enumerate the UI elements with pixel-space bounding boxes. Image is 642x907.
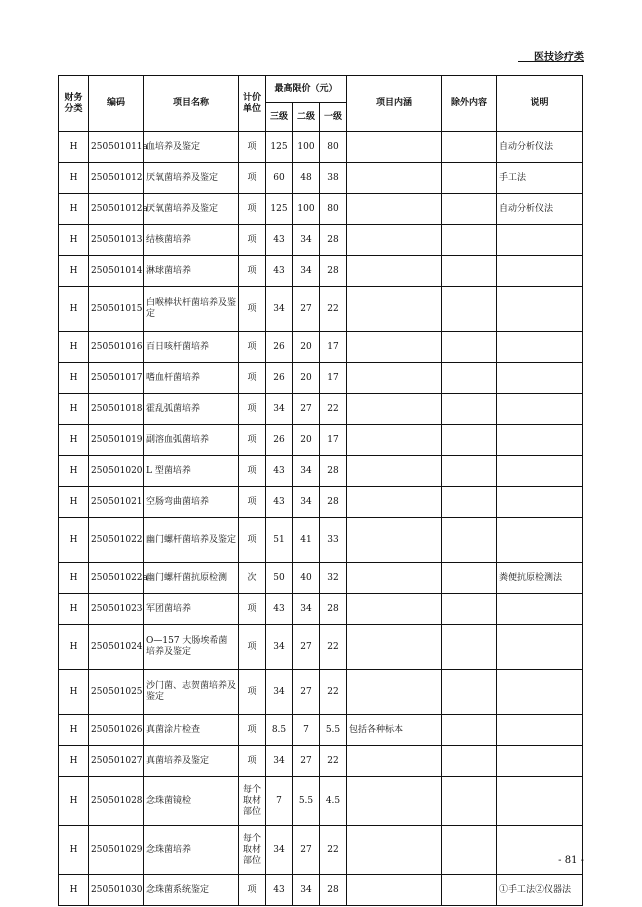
note-cell <box>497 425 583 456</box>
price-level2-cell: 34 <box>293 594 320 625</box>
finance-class-cell: H <box>59 563 89 594</box>
finance-class-cell: H <box>59 194 89 225</box>
price-level3-cell: 26 <box>266 363 293 394</box>
price-level3-cell: 34 <box>266 625 293 670</box>
price-level3-cell: 34 <box>266 746 293 777</box>
price-level2-cell: 27 <box>293 394 320 425</box>
price-level2-cell: 27 <box>293 625 320 670</box>
item-code-cell: 250501014 <box>89 256 144 287</box>
price-level3-cell: 43 <box>266 875 293 906</box>
header-level1: 一级 <box>320 103 347 132</box>
finance-class-cell: H <box>59 715 89 746</box>
price-level3-cell: 43 <box>266 594 293 625</box>
pricing-unit-cell: 项 <box>239 670 266 715</box>
price-level3-cell: 26 <box>266 332 293 363</box>
fee-table <box>58 75 583 906</box>
item-content-cell <box>347 625 442 670</box>
price-level3-cell: 125 <box>266 194 293 225</box>
price-level2-cell: 27 <box>293 826 320 875</box>
pricing-unit-cell: 项 <box>239 256 266 287</box>
price-level2-cell: 20 <box>293 363 320 394</box>
excluded-content-cell <box>442 670 497 715</box>
item-code-cell: 250501030 <box>89 875 144 906</box>
item-name-cell: 白喉棒状杆菌培养及鉴定 <box>144 287 239 332</box>
pricing-unit-cell: 项 <box>239 715 266 746</box>
item-content-cell <box>347 363 442 394</box>
pricing-unit-cell: 项 <box>239 746 266 777</box>
fee-table-body <box>59 132 583 906</box>
item-content-cell <box>347 456 442 487</box>
item-code-cell: 250501029 <box>89 826 144 875</box>
price-level2-cell: 100 <box>293 132 320 163</box>
header-note: 说明 <box>497 76 583 132</box>
excluded-content-cell <box>442 256 497 287</box>
excluded-content-cell <box>442 563 497 594</box>
price-level2-cell: 48 <box>293 163 320 194</box>
excluded-content-cell <box>442 487 497 518</box>
excluded-content-cell <box>442 625 497 670</box>
price-level3-cell: 43 <box>266 256 293 287</box>
item-name-cell: 念珠菌培养 <box>144 826 239 875</box>
item-content-cell <box>347 746 442 777</box>
note-cell: ①手工法②仪器法 <box>497 875 583 906</box>
price-level1-cell: 17 <box>320 332 347 363</box>
item-content-cell <box>347 132 442 163</box>
header-level2: 二级 <box>293 103 320 132</box>
item-code-cell: 250501012a <box>89 194 144 225</box>
pricing-unit-cell: 项 <box>239 487 266 518</box>
finance-class-cell: H <box>59 518 89 563</box>
pricing-unit-cell: 次 <box>239 563 266 594</box>
header-excluded: 除外内容 <box>442 76 497 132</box>
item-name-cell: 军团菌培养 <box>144 594 239 625</box>
item-content-cell <box>347 670 442 715</box>
price-level3-cell: 26 <box>266 425 293 456</box>
price-level1-cell: 22 <box>320 746 347 777</box>
note-cell: 自动分析仪法 <box>497 132 583 163</box>
note-cell <box>497 487 583 518</box>
pricing-unit-cell: 项 <box>239 518 266 563</box>
item-code-cell: 250501023 <box>89 594 144 625</box>
table-row <box>59 746 583 777</box>
note-cell: 手工法 <box>497 163 583 194</box>
item-name-cell: 厌氧菌培养及鉴定 <box>144 194 239 225</box>
item-content-cell <box>347 394 442 425</box>
finance-class-cell: H <box>59 594 89 625</box>
price-level3-cell: 60 <box>266 163 293 194</box>
item-name-cell: 念珠菌镜检 <box>144 777 239 826</box>
price-level1-cell: 80 <box>320 132 347 163</box>
finance-class-cell: H <box>59 225 89 256</box>
pricing-unit-cell: 项 <box>239 456 266 487</box>
price-level1-cell: 22 <box>320 625 347 670</box>
table-row <box>59 518 583 563</box>
price-level1-cell: 22 <box>320 826 347 875</box>
price-level1-cell: 33 <box>320 518 347 563</box>
item-name-cell: 结核菌培养 <box>144 225 239 256</box>
note-cell <box>497 518 583 563</box>
finance-class-cell: H <box>59 256 89 287</box>
excluded-content-cell <box>442 456 497 487</box>
pricing-unit-cell: 每个取材部位 <box>239 826 266 875</box>
table-row <box>59 715 583 746</box>
price-level2-cell: 34 <box>293 256 320 287</box>
excluded-content-cell <box>442 163 497 194</box>
excluded-content-cell <box>442 875 497 906</box>
price-level1-cell: 17 <box>320 363 347 394</box>
item-content-cell <box>347 875 442 906</box>
note-cell <box>497 746 583 777</box>
finance-class-cell: H <box>59 456 89 487</box>
pricing-unit-cell: 项 <box>239 394 266 425</box>
item-content-cell <box>347 563 442 594</box>
note-cell <box>497 625 583 670</box>
price-level1-cell: 22 <box>320 287 347 332</box>
note-cell <box>497 715 583 746</box>
price-level1-cell: 38 <box>320 163 347 194</box>
price-level3-cell: 34 <box>266 394 293 425</box>
note-cell: 粪便抗原检测法 <box>497 563 583 594</box>
table-row <box>59 563 583 594</box>
price-level2-cell: 34 <box>293 456 320 487</box>
price-level3-cell: 43 <box>266 487 293 518</box>
table-row <box>59 394 583 425</box>
item-code-cell: 250501011a <box>89 132 144 163</box>
pricing-unit-cell: 项 <box>239 625 266 670</box>
note-cell <box>497 777 583 826</box>
note-cell <box>497 363 583 394</box>
table-row <box>59 363 583 394</box>
pricing-unit-cell: 项 <box>239 363 266 394</box>
finance-class-cell: H <box>59 287 89 332</box>
price-level2-cell: 5.5 <box>293 777 320 826</box>
finance-class-cell: H <box>59 670 89 715</box>
item-content-cell <box>347 256 442 287</box>
header-unit: 计价单位 <box>239 76 266 132</box>
table-row <box>59 487 583 518</box>
price-level3-cell: 43 <box>266 225 293 256</box>
price-level3-cell: 34 <box>266 826 293 875</box>
item-name-cell: 嗜血杆菌培养 <box>144 363 239 394</box>
item-code-cell: 250501022a <box>89 563 144 594</box>
item-code-cell: 250501022 <box>89 518 144 563</box>
item-name-cell: 百日咳杆菌培养 <box>144 332 239 363</box>
price-level2-cell: 27 <box>293 287 320 332</box>
note-cell <box>497 287 583 332</box>
excluded-content-cell <box>442 194 497 225</box>
finance-class-cell: H <box>59 363 89 394</box>
item-code-cell: 250501027 <box>89 746 144 777</box>
item-code-cell: 250501016 <box>89 332 144 363</box>
table-row <box>59 132 583 163</box>
pricing-unit-cell: 项 <box>239 163 266 194</box>
item-name-cell: O—157 大肠埃希菌培养及鉴定 <box>144 625 239 670</box>
price-level1-cell: 28 <box>320 875 347 906</box>
item-content-cell <box>347 194 442 225</box>
excluded-content-cell <box>442 594 497 625</box>
table-row <box>59 194 583 225</box>
item-name-cell: 副溶血弧菌培养 <box>144 425 239 456</box>
note-cell <box>497 256 583 287</box>
page-number: - 81 - <box>558 855 584 866</box>
excluded-content-cell <box>442 777 497 826</box>
pricing-unit-cell: 每个取材部位 <box>239 777 266 826</box>
item-name-cell: 真菌培养及鉴定 <box>144 746 239 777</box>
item-content-cell <box>347 163 442 194</box>
price-level2-cell: 20 <box>293 425 320 456</box>
pricing-unit-cell: 项 <box>239 425 266 456</box>
item-code-cell: 250501015 <box>89 287 144 332</box>
price-level1-cell: 28 <box>320 225 347 256</box>
excluded-content-cell <box>442 363 497 394</box>
header-level3: 三级 <box>266 103 293 132</box>
page-category: 医技诊疗类 <box>534 52 584 63</box>
price-level2-cell: 20 <box>293 332 320 363</box>
item-name-cell: 厌氧菌培养及鉴定 <box>144 163 239 194</box>
note-cell <box>497 332 583 363</box>
header-name: 项目名称 <box>144 76 239 132</box>
excluded-content-cell <box>442 746 497 777</box>
header-rule <box>518 61 584 62</box>
table-row <box>59 456 583 487</box>
item-code-cell: 250501012 <box>89 163 144 194</box>
item-content-cell <box>347 487 442 518</box>
excluded-content-cell <box>442 518 497 563</box>
header-finance: 财务分类 <box>59 76 89 132</box>
excluded-content-cell <box>442 225 497 256</box>
table-row <box>59 332 583 363</box>
table-row <box>59 670 583 715</box>
table-row <box>59 594 583 625</box>
table-row <box>59 875 583 906</box>
price-level2-cell: 41 <box>293 518 320 563</box>
price-level3-cell: 34 <box>266 287 293 332</box>
pricing-unit-cell: 项 <box>239 132 266 163</box>
excluded-content-cell <box>442 332 497 363</box>
item-name-cell: 幽门螺杆菌抗原检测 <box>144 563 239 594</box>
price-level1-cell: 32 <box>320 563 347 594</box>
price-level2-cell: 7 <box>293 715 320 746</box>
price-level1-cell: 28 <box>320 256 347 287</box>
item-name-cell: 幽门螺杆菌培养及鉴定 <box>144 518 239 563</box>
price-level1-cell: 28 <box>320 594 347 625</box>
price-level1-cell: 4.5 <box>320 777 347 826</box>
finance-class-cell: H <box>59 746 89 777</box>
item-name-cell: 霍乱弧菌培养 <box>144 394 239 425</box>
item-content-cell <box>347 826 442 875</box>
item-name-cell: 念珠菌系统鉴定 <box>144 875 239 906</box>
price-level3-cell: 43 <box>266 456 293 487</box>
header-code: 编码 <box>89 76 144 132</box>
item-name-cell: 血培养及鉴定 <box>144 132 239 163</box>
item-code-cell: 250501021 <box>89 487 144 518</box>
table-row <box>59 425 583 456</box>
note-cell <box>497 394 583 425</box>
excluded-content-cell <box>442 826 497 875</box>
table-row <box>59 287 583 332</box>
price-level1-cell: 22 <box>320 394 347 425</box>
note-cell: 自动分析仪法 <box>497 194 583 225</box>
finance-class-cell: H <box>59 163 89 194</box>
finance-class-cell: H <box>59 332 89 363</box>
price-level3-cell: 50 <box>266 563 293 594</box>
finance-class-cell: H <box>59 875 89 906</box>
finance-class-cell: H <box>59 487 89 518</box>
excluded-content-cell <box>442 287 497 332</box>
price-level2-cell: 100 <box>293 194 320 225</box>
table-row <box>59 777 583 826</box>
excluded-content-cell <box>442 394 497 425</box>
table-row <box>59 826 583 875</box>
price-level2-cell: 27 <box>293 746 320 777</box>
price-level3-cell: 51 <box>266 518 293 563</box>
table-row <box>59 256 583 287</box>
header-content: 项目内涵 <box>347 76 442 132</box>
item-content-cell <box>347 518 442 563</box>
price-level3-cell: 8.5 <box>266 715 293 746</box>
price-level3-cell: 7 <box>266 777 293 826</box>
price-level2-cell: 40 <box>293 563 320 594</box>
price-level3-cell: 34 <box>266 670 293 715</box>
item-code-cell: 250501024 <box>89 625 144 670</box>
item-name-cell: 空肠弯曲菌培养 <box>144 487 239 518</box>
item-name-cell: 沙门菌、志贺菌培养及鉴定 <box>144 670 239 715</box>
item-name-cell: L 型菌培养 <box>144 456 239 487</box>
price-level1-cell: 80 <box>320 194 347 225</box>
price-level2-cell: 34 <box>293 487 320 518</box>
price-level1-cell: 28 <box>320 456 347 487</box>
finance-class-cell: H <box>59 132 89 163</box>
item-code-cell: 250501017 <box>89 363 144 394</box>
header-max-price: 最高限价（元） <box>266 76 347 103</box>
excluded-content-cell <box>442 425 497 456</box>
finance-class-cell: H <box>59 394 89 425</box>
pricing-unit-cell: 项 <box>239 287 266 332</box>
finance-class-cell: H <box>59 625 89 670</box>
price-level3-cell: 125 <box>266 132 293 163</box>
item-code-cell: 250501018 <box>89 394 144 425</box>
table-row <box>59 625 583 670</box>
price-level2-cell: 34 <box>293 225 320 256</box>
note-cell <box>497 594 583 625</box>
finance-class-cell: H <box>59 777 89 826</box>
item-code-cell: 250501020 <box>89 456 144 487</box>
note-cell <box>497 670 583 715</box>
item-name-cell: 淋球菌培养 <box>144 256 239 287</box>
item-content-cell <box>347 332 442 363</box>
price-level1-cell: 17 <box>320 425 347 456</box>
pricing-unit-cell: 项 <box>239 225 266 256</box>
item-code-cell: 250501019 <box>89 425 144 456</box>
price-level1-cell: 5.5 <box>320 715 347 746</box>
note-cell <box>497 456 583 487</box>
finance-class-cell: H <box>59 826 89 875</box>
finance-class-cell: H <box>59 425 89 456</box>
price-level2-cell: 34 <box>293 875 320 906</box>
pricing-unit-cell: 项 <box>239 594 266 625</box>
note-cell <box>497 826 583 875</box>
pricing-unit-cell: 项 <box>239 194 266 225</box>
table-row <box>59 225 583 256</box>
item-code-cell: 250501028 <box>89 777 144 826</box>
excluded-content-cell <box>442 132 497 163</box>
note-cell <box>497 225 583 256</box>
item-content-cell <box>347 594 442 625</box>
item-content-cell: 包括各种标本 <box>347 715 442 746</box>
item-code-cell: 250501025 <box>89 670 144 715</box>
item-code-cell: 250501026 <box>89 715 144 746</box>
item-content-cell <box>347 287 442 332</box>
pricing-unit-cell: 项 <box>239 875 266 906</box>
price-level1-cell: 22 <box>320 670 347 715</box>
price-level2-cell: 27 <box>293 670 320 715</box>
item-name-cell: 真菌涂片检查 <box>144 715 239 746</box>
item-content-cell <box>347 425 442 456</box>
pricing-unit-cell: 项 <box>239 332 266 363</box>
table-row <box>59 163 583 194</box>
item-content-cell <box>347 225 442 256</box>
item-content-cell <box>347 777 442 826</box>
item-code-cell: 250501013 <box>89 225 144 256</box>
excluded-content-cell <box>442 715 497 746</box>
price-level1-cell: 28 <box>320 487 347 518</box>
